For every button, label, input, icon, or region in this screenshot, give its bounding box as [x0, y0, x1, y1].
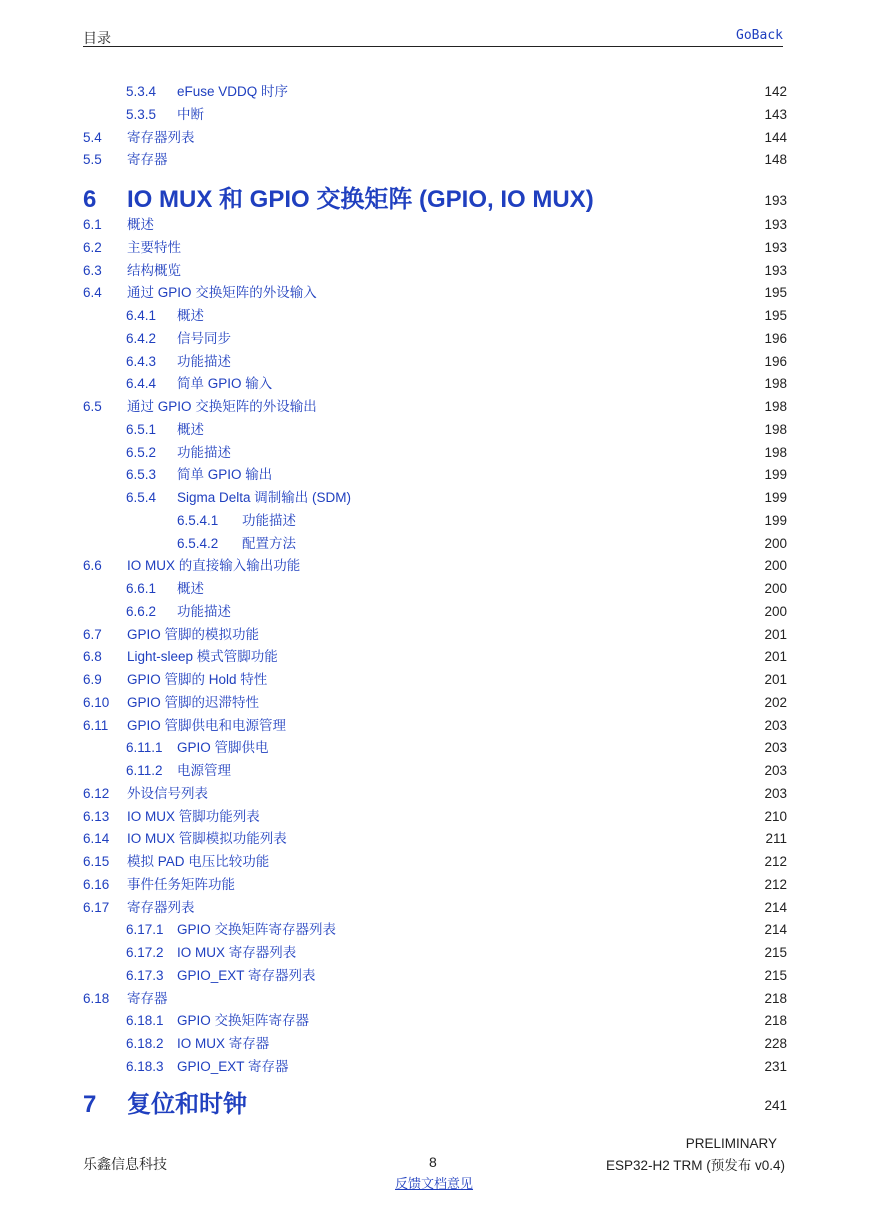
toc-section-title: GPIO_EXT 寄存器列表 [177, 967, 316, 983]
toc-section-title: GPIO 交换矩阵寄存器列表 [177, 922, 337, 938]
toc-entry[interactable] [83, 785, 787, 803]
toc-section-title: 概述 [177, 581, 204, 596]
toc-entry[interactable] [83, 580, 787, 598]
toc-section-title: 主要特性 [127, 239, 181, 255]
toc-page-number: 231 [764, 1058, 787, 1074]
toc-section-number: 6.11 [83, 717, 109, 733]
toc-section-title: 信号同步 [177, 330, 231, 346]
toc-section-number: 6.7 [83, 626, 102, 642]
toc-entry[interactable] [83, 106, 787, 124]
toc-page-number: 195 [764, 308, 787, 323]
toc-page-number: 193 [764, 193, 787, 208]
toc-entry[interactable] [83, 353, 787, 371]
toc-chapter-title: IO MUX 和 GPIO 交换矩阵 (GPIO, IO MUX) [127, 186, 594, 213]
toc-entry[interactable] [83, 466, 787, 484]
toc-entry[interactable] [83, 648, 787, 666]
toc-section-number: 6.4.1 [126, 308, 157, 323]
toc-page-number: 203 [764, 717, 787, 733]
toc-page-number: 193 [764, 262, 787, 278]
toc-section-title: 功能描述 [242, 512, 296, 528]
toc-entry[interactable] [83, 808, 787, 826]
toc-entry[interactable] [83, 944, 787, 962]
toc-page-number: 198 [764, 444, 787, 460]
toc-entry[interactable] [83, 129, 787, 147]
toc-page-number: 210 [764, 808, 787, 824]
toc-section-title: eFuse VDDQ 时序 [177, 84, 289, 99]
toc-section-number: 6.4 [83, 285, 102, 301]
toc-chapter-title: 复位和时钟 [127, 1091, 247, 1118]
toc-entry[interactable] [83, 603, 787, 621]
toc-section-number: 6.18.3 [126, 1058, 164, 1074]
toc-section-title: GPIO 交换矩阵寄存器 [177, 1013, 310, 1029]
toc-page-number: 212 [764, 854, 787, 869]
toc-section-title: Light-sleep 模式管脚功能 [127, 649, 278, 665]
toc-entry[interactable] [83, 853, 787, 871]
toc-section-title: GPIO 管脚的迟滞特性 [127, 694, 260, 710]
toc-section-number: 6.4.4 [126, 376, 157, 392]
toc-section-number: 6.5.4.2 [177, 535, 219, 551]
toc-entry[interactable] [83, 694, 787, 712]
toc-section-number: 6.13 [83, 808, 110, 824]
toc-section-number: 6.5.2 [126, 444, 157, 460]
toc-entry[interactable] [83, 307, 787, 325]
toc-entry[interactable] [83, 239, 787, 257]
toc-page-number: 199 [764, 490, 787, 505]
goback-link[interactable]: GoBack [736, 28, 783, 43]
toc-entry[interactable] [83, 739, 787, 757]
toc-page-number: 148 [764, 152, 787, 168]
toc-section-title: 电源管理 [177, 763, 231, 778]
toc-entry[interactable] [83, 512, 787, 530]
toc-section-title: 功能描述 [177, 444, 231, 460]
toc-entry[interactable] [83, 967, 787, 985]
toc-section-number: 6.3 [83, 262, 102, 278]
toc-entry[interactable] [83, 216, 787, 234]
toc-page-number: 193 [764, 217, 787, 232]
footer-page-number: 8 [429, 1154, 437, 1170]
toc-page-number: 198 [764, 421, 787, 437]
toc-section-title: 概述 [127, 217, 154, 232]
footer-document-title: ESP32-H2 TRM (预发布 v0.4) [605, 1158, 785, 1173]
toc-page-number: 203 [764, 740, 787, 756]
toc-section-number: 6.18 [83, 990, 110, 1006]
toc-section-title: 简单 GPIO 输入 [177, 376, 273, 392]
toc-section-title: 寄存器列表 [127, 129, 195, 145]
toc-entry[interactable] [83, 151, 787, 169]
toc-section-number: 6.5.3 [126, 467, 157, 483]
toc-section-number: 5.3.5 [126, 106, 157, 122]
toc-entry[interactable] [83, 557, 787, 575]
toc-page-number: 193 [764, 239, 787, 255]
toc-entry[interactable] [83, 899, 787, 917]
toc-section-number: 6.8 [83, 649, 102, 665]
toc-section-title: 模拟 PAD 电压比较功能 [127, 854, 270, 869]
footer-preliminary-label: PRELIMINARY [685, 1136, 777, 1151]
toc-section-title: IO MUX 的直接输入输出功能 [127, 558, 301, 574]
toc-entry[interactable] [83, 671, 787, 689]
toc-entry[interactable] [83, 398, 787, 416]
toc-page-number: 195 [764, 285, 787, 301]
toc-page-number: 200 [764, 603, 787, 619]
toc-section-number: 6.5.1 [126, 421, 157, 437]
toc-chapter-number: 7 [83, 1091, 97, 1118]
toc-page-number: 144 [764, 129, 787, 145]
toc-section-title: 寄存器列表 [127, 899, 195, 915]
toc-section-number: 6.5.4.1 [177, 512, 219, 528]
toc-entry[interactable] [83, 990, 787, 1008]
toc-page-number: 201 [764, 649, 787, 665]
toc-entry[interactable] [83, 83, 787, 101]
toc-section-title: 中断 [177, 106, 204, 122]
toc-section-number: 6.16 [83, 876, 110, 892]
footer-company: 乐鑫信息科技 [83, 1156, 167, 1172]
toc-entry[interactable] [83, 876, 787, 894]
toc-section-title: 功能描述 [177, 603, 231, 619]
toc-entry[interactable] [83, 717, 787, 735]
header-section-title: 目录 [83, 30, 111, 46]
toc-page-number: 214 [764, 922, 787, 938]
toc-section-title: GPIO 管脚的模拟功能 [127, 626, 260, 642]
toc-page-number: 218 [764, 990, 787, 1006]
toc-entry[interactable] [83, 421, 787, 439]
toc-section-title: 结构概览 [127, 262, 181, 278]
toc-entry[interactable] [83, 375, 787, 393]
toc-section-number: 6.6.1 [126, 581, 157, 596]
toc-section-number: 6.4.3 [126, 353, 157, 369]
toc-entry[interactable] [83, 1012, 787, 1030]
toc-page-number: 202 [764, 694, 787, 710]
toc-section-title: IO MUX 寄存器列表 [177, 945, 297, 960]
toc-section-number: 6.1 [83, 217, 102, 232]
toc-page-number: 142 [764, 84, 787, 99]
toc-page-number: 199 [764, 467, 787, 483]
toc-section-title: 寄存器 [127, 990, 168, 1006]
toc-section-title: 功能描述 [177, 353, 231, 369]
toc-page-number: 201 [764, 672, 787, 687]
toc-section-number: 6.4.2 [126, 330, 157, 346]
toc-section-number: 6.2 [83, 239, 102, 255]
toc-page-number: 228 [764, 1036, 787, 1051]
toc-section-title: 外设信号列表 [127, 785, 208, 801]
toc-entry[interactable] [83, 284, 787, 302]
header-divider [83, 46, 783, 47]
toc-page-number: 211 [765, 831, 787, 847]
toc-section-number: 6.5 [83, 399, 102, 414]
toc-entry[interactable] [83, 830, 787, 848]
toc-page-number: 215 [764, 945, 787, 960]
toc-entry[interactable] [83, 1035, 787, 1053]
toc-section-number: 6.11.2 [126, 763, 163, 778]
toc-chapter[interactable] [83, 1089, 787, 1121]
toc-section-title: 简单 GPIO 输出 [177, 467, 273, 483]
toc-section-title: 通过 GPIO 交换矩阵的外设输出 [127, 399, 317, 414]
toc-section-title: 事件任务矩阵功能 [127, 876, 235, 892]
toc-page-number: 143 [764, 106, 787, 122]
toc-page-number: 214 [764, 899, 787, 915]
toc-section-title: 概述 [177, 308, 204, 323]
toc-section-number: 6.17.1 [126, 922, 164, 938]
toc-chapter[interactable] [83, 184, 787, 216]
toc-page-number: 196 [764, 330, 787, 346]
toc-entry[interactable] [83, 330, 787, 348]
toc-section-number: 6.14 [83, 831, 110, 847]
toc-section-title: 寄存器 [127, 152, 168, 168]
feedback-link[interactable]: 反馈文档意见 [395, 1176, 474, 1191]
toc-page-number: 218 [764, 1013, 787, 1029]
toc-chapter-number: 6 [83, 186, 97, 213]
toc-section-number: 6.15 [83, 854, 110, 869]
toc-page-number: 201 [764, 626, 787, 642]
toc-section-number: 6.6 [83, 558, 102, 574]
toc-page-number: 198 [764, 376, 787, 392]
toc-section-number: 6.17.3 [126, 967, 164, 983]
toc-section-title: GPIO 管脚供电和电源管理 [127, 717, 287, 733]
toc-page-number: 200 [764, 535, 787, 551]
toc-entry[interactable] [83, 489, 787, 507]
toc-section-number: 6.18.2 [126, 1036, 164, 1051]
toc-section-title: GPIO_EXT 寄存器 [177, 1058, 289, 1074]
toc-section-number: 5.5 [83, 152, 102, 168]
toc-page-number: 196 [764, 353, 787, 369]
toc-page-number: 199 [764, 512, 787, 528]
toc-page-number: 241 [764, 1098, 787, 1113]
toc-section-number: 6.11.1 [126, 740, 163, 756]
toc-page-number: 200 [764, 558, 787, 574]
toc-section-title: 概述 [177, 421, 204, 437]
toc-section-number: 6.17 [83, 899, 110, 915]
toc-section-number: 6.18.1 [126, 1013, 164, 1029]
toc-entry[interactable] [83, 444, 787, 462]
toc-section-title: Sigma Delta 调制输出 (SDM) [177, 490, 352, 505]
toc-section-title: GPIO 管脚的 Hold 特性 [127, 672, 268, 687]
toc-section-number: 5.3.4 [126, 84, 157, 99]
toc-section-title: IO MUX 管脚模拟功能列表 [127, 831, 287, 847]
toc-section-title: IO MUX 管脚功能列表 [127, 808, 260, 824]
toc-page-number: 203 [764, 785, 787, 801]
toc-entry[interactable] [83, 535, 787, 553]
toc-section-number: 6.9 [83, 672, 102, 687]
toc-section-title: 通过 GPIO 交换矩阵的外设输入 [127, 285, 317, 301]
toc-section-title: IO MUX 寄存器 [177, 1036, 270, 1051]
toc-entry[interactable] [83, 762, 787, 780]
toc-page-number: 215 [764, 967, 787, 983]
toc-page-number: 198 [764, 399, 787, 414]
toc-page-number: 203 [764, 763, 787, 778]
toc-entry[interactable] [83, 626, 787, 644]
toc-section-number: 6.5.4 [126, 490, 157, 505]
toc-section-title: 配置方法 [242, 535, 296, 551]
toc-entry[interactable] [83, 1058, 787, 1076]
toc-page-number: 200 [764, 581, 787, 596]
toc-section-number: 5.4 [83, 129, 102, 145]
toc-section-number: 6.17.2 [126, 945, 164, 960]
toc-section-number: 6.12 [83, 785, 110, 801]
toc-section-title: GPIO 管脚供电 [177, 740, 269, 756]
toc-entry[interactable] [83, 262, 787, 280]
toc-entry[interactable] [83, 921, 787, 939]
toc-page-number: 212 [764, 876, 787, 892]
toc-section-number: 6.6.2 [126, 603, 157, 619]
toc-section-number: 6.10 [83, 694, 110, 710]
